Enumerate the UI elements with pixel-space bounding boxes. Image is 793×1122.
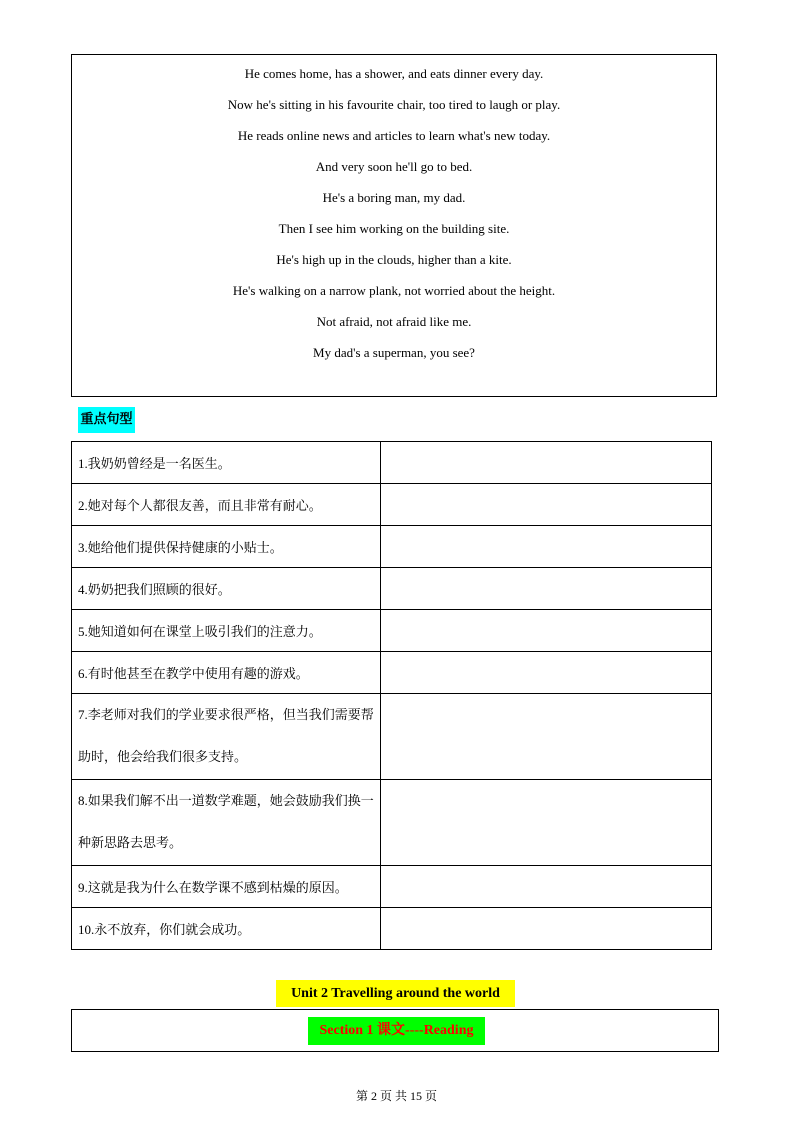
row-number: 9. (78, 880, 88, 895)
answer-cell[interactable] (381, 442, 712, 484)
poem-line: He's a boring man, my dad. (322, 190, 466, 205)
unit-title: Unit 2 Travelling around the world (276, 980, 515, 1007)
poem-line: Now he's sitting in his favourite chair, too tired to laugh or play. (227, 97, 561, 112)
chinese-sentence: 这就是我为什么在数学课不感到枯燥的原因。 (87, 881, 348, 896)
poem-box (71, 54, 717, 397)
table-row (72, 484, 712, 526)
row-number: 1. (78, 456, 88, 471)
answer-cell[interactable] (381, 694, 712, 780)
table-row (72, 694, 712, 780)
answer-cell[interactable] (381, 780, 712, 866)
table-row (72, 526, 712, 568)
answer-cell[interactable] (381, 610, 712, 652)
chinese-sentence: 她知道如何在课堂上吸引我们的注意力。 (87, 625, 322, 640)
chinese-sentence: 如果我们解不出一道数学难题，她会鼓励我们换一种新思路去思考。 (78, 794, 374, 851)
answer-cell[interactable] (381, 908, 712, 950)
poem-line: He comes home, has a shower, and eats dinner every day. (244, 66, 544, 81)
row-number: 6. (78, 666, 88, 681)
chinese-sentence: 我奶奶曾经是一名医生。 (87, 457, 231, 472)
answer-cell[interactable] (381, 526, 712, 568)
row-number: 4. (78, 582, 88, 597)
key-sentences-table (71, 441, 712, 950)
poem-line: And very soon he'll go to bed. (315, 159, 473, 174)
answer-cell[interactable] (381, 484, 712, 526)
chinese-sentence: 有时他甚至在教学中使用有趣的游戏。 (87, 667, 309, 682)
answer-cell[interactable] (381, 652, 712, 694)
poem-line: He reads online news and articles to learn what's new today. (237, 128, 551, 143)
table-row (72, 866, 712, 908)
key-sentences-label: 重点句型 (78, 407, 135, 433)
row-number: 3. (78, 540, 88, 555)
table-row (72, 610, 712, 652)
row-number: 8. (78, 793, 88, 808)
answer-cell[interactable] (381, 866, 712, 908)
table-row (72, 568, 712, 610)
table-row (72, 780, 712, 866)
chinese-sentence: 她给他们提供保持健康的小贴士。 (87, 541, 283, 556)
poem-line: He's high up in the clouds, higher than a kite. (276, 252, 512, 267)
poem-line: My dad's a superman, you see? (313, 345, 475, 360)
poem-line: He's walking on a narrow plank, not worried about the height. (232, 283, 556, 298)
section-title: Section 1 课文----Reading (308, 1017, 485, 1045)
poem-line: Not afraid, not afraid like me. (316, 314, 472, 329)
chinese-sentence: 她对每个人都很友善，而且非常有耐心。 (87, 499, 322, 514)
row-number: 5. (78, 624, 88, 639)
section-box (71, 1009, 719, 1052)
row-number: 7. (78, 707, 88, 722)
table-row (72, 652, 712, 694)
table-row (72, 908, 712, 950)
row-number: 2. (78, 498, 88, 513)
answer-cell[interactable] (381, 568, 712, 610)
table-row (72, 442, 712, 484)
poem-line: Then I see him working on the building site. (278, 221, 510, 236)
chinese-sentence: 奶奶把我们照顾的很好。 (87, 583, 231, 598)
chinese-sentence: 李老师对我们的学业要求很严格，但当我们需要帮助时，他会给我们很多支持。 (78, 708, 374, 765)
page-footer: 第 2 页 共 15 页 (355, 1089, 437, 1103)
chinese-sentence: 永不放弃，你们就会成功。 (94, 923, 251, 938)
row-number: 10. (78, 922, 95, 937)
